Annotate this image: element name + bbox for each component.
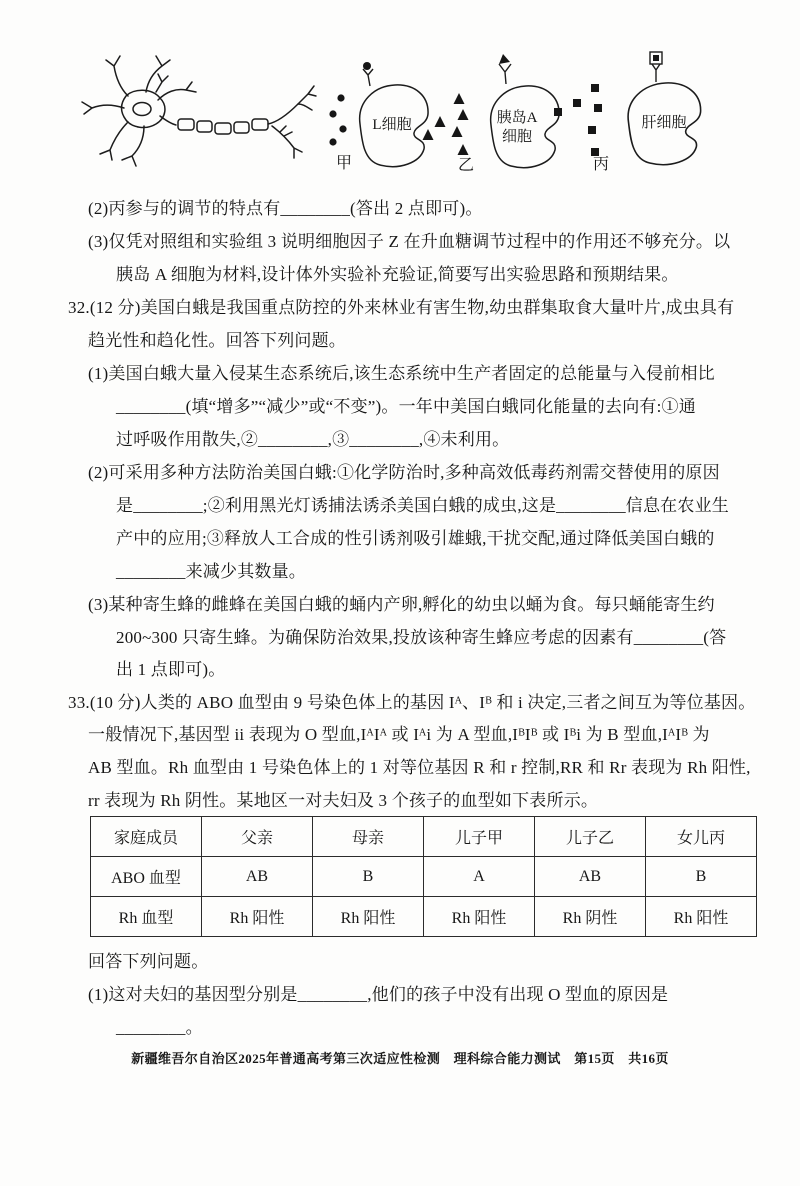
q32-part2-line2: 是________;②利用黑光灯诱捕法诱杀美国白蛾的成虫,这是________信息在农业生	[116, 496, 729, 515]
q32-part2-line3: 产中的应用;③释放人工合成的性引诱剂吸引雄蛾,干扰交配,通过降低美国白蛾的	[116, 529, 715, 548]
table-header-cell: 家庭成员	[91, 817, 202, 857]
table-cell: Rh 阳性	[313, 897, 424, 937]
q32-part3-line1: (3)某种寄生蜂的雌蜂在美国白蛾的蛹内产卵,孵化的幼虫以蛹为食。每只蛹能寄生约	[88, 595, 715, 614]
q31-part3-line2: 胰岛 A 细胞为材料,设计体外实验补充验证,简要写出实验思路和预期结果。	[116, 265, 679, 284]
liver-cell	[628, 52, 700, 165]
neuron-diagram	[82, 56, 316, 166]
table-cell: ABO 血型	[91, 857, 202, 897]
q32-part2-line1: (2)可采用多种方法防治美国白蛾:①化学防治时,多种高效低毒药剂需交替使用的原因	[88, 463, 720, 482]
question31-figure	[58, 48, 750, 190]
table-header-cell: 女儿丙	[646, 817, 757, 857]
q32-part1-line3: 过呼吸作用散失,②________,③________,④未利用。	[116, 430, 510, 449]
molecule-yi-triangles	[423, 93, 469, 155]
molecule-jia-circles	[329, 94, 346, 145]
q32-stem-line1: 32.(12 分)美国白蛾是我国重点防控的外来林业有害生物,幼虫群集取食大量叶片,成虫具有	[68, 298, 735, 317]
table-cell: Rh 阴性	[535, 897, 646, 937]
table-cell: Rh 阳性	[424, 897, 535, 937]
q33-stem-line2: 一般情况下,基因型 ii 表现为 O 型血,IᴬIᴬ 或 Iᴬi 为 A 型血,IᴮIᴮ 或 Iᴮi 为 B 型血,IᴬIᴮ 为	[88, 725, 710, 744]
l-cell-label: L细胞	[372, 117, 412, 133]
table-cell: Rh 阳性	[202, 897, 313, 937]
table-cell: Rh 血型	[91, 897, 202, 937]
table-header-cell: 儿子乙	[535, 817, 646, 857]
l-cell-receptor-icon	[363, 62, 373, 86]
molecule-bing-squares	[554, 84, 602, 156]
table-cell: B	[646, 857, 757, 897]
q33-part1-line1: (1)这对夫妇的基因型分别是________,他们的孩子中没有出现 O 型血的原因是	[88, 985, 669, 1004]
table-header-cell: 儿子甲	[424, 817, 535, 857]
table-cell: AB	[535, 857, 646, 897]
islet-a-label-line1: 胰岛A	[496, 110, 538, 126]
table-cell: AB	[202, 857, 313, 897]
q32-part1-line1: (1)美国白蛾大量入侵某生态系统后,该生态系统中生产者固定的总能量与入侵前相比	[88, 364, 715, 383]
page-footer: 新疆维吾尔自治区2025年普通高考第三次适应性检测 理科综合能力测试 第15页 共16页	[131, 1051, 669, 1066]
q32-stem-line2: 趋光性和趋化性。回答下列问题。	[88, 331, 346, 350]
table-cell: Rh 阳性	[646, 897, 757, 937]
table-row-rh	[91, 897, 757, 937]
label-jia: 甲	[335, 155, 353, 172]
table-row-abo	[91, 857, 757, 897]
q32-part3-line2: 200~300 只寄生蜂。为确保防治效果,投放该种寄生蜂应考虑的因素有________(答	[116, 628, 727, 647]
islet-a-cell	[491, 54, 559, 168]
q33-stem-line3: AB 型血。Rh 血型由 1 号染色体上的 1 对等位基因 R 和 r 控制,RR 和 Rr 表现为 Rh 阳性,	[88, 758, 751, 777]
q32-part1-line2: ________(填“增多”“减少”或“不变”)。一年中美国白蛾同化能量的去向有:①通	[116, 397, 696, 416]
label-yi: 乙	[457, 157, 475, 174]
table-cell: B	[313, 857, 424, 897]
table-header-cell: 父亲	[202, 817, 313, 857]
liver-receptor-icon	[650, 52, 662, 82]
table-row-header	[91, 817, 757, 857]
q33-stem-line4: rr 表现为 Rh 阴性。某地区一对夫妇及 3 个孩子的血型如下表所示。	[88, 791, 599, 810]
islet-a-receptor-icon	[499, 54, 511, 84]
q33-part1-line2: ________。	[116, 1018, 203, 1037]
table-cell: A	[424, 857, 535, 897]
islet-a-label-line2: 细胞	[501, 129, 533, 145]
table-header-cell: 母亲	[313, 817, 424, 857]
q31-part3-line1: (3)仅凭对照组和实验组 3 说明细胞因子 Z 在升血糖调节过程中的作用还不够充分。以	[88, 232, 731, 251]
q32-part2-line4: ________来减少其数量。	[116, 562, 306, 581]
q31-part2-line: (2)丙参与的调节的特点有________(答出 2 点即可)。	[88, 199, 483, 218]
liver-cell-label: 肝细胞	[641, 115, 687, 131]
label-bing: 丙	[592, 156, 610, 173]
l-cell	[360, 62, 428, 167]
q33-stem-line1: 33.(10 分)人类的 ABO 血型由 9 号染色体上的基因 Iᴬ、Iᴮ 和 i 决定,三者之间互为等位基因。	[68, 693, 756, 712]
q33-answer-intro: 回答下列问题。	[88, 952, 209, 971]
blood-type-table	[90, 816, 757, 937]
q32-part3-line3: 出 1 点即可)。	[116, 660, 226, 679]
